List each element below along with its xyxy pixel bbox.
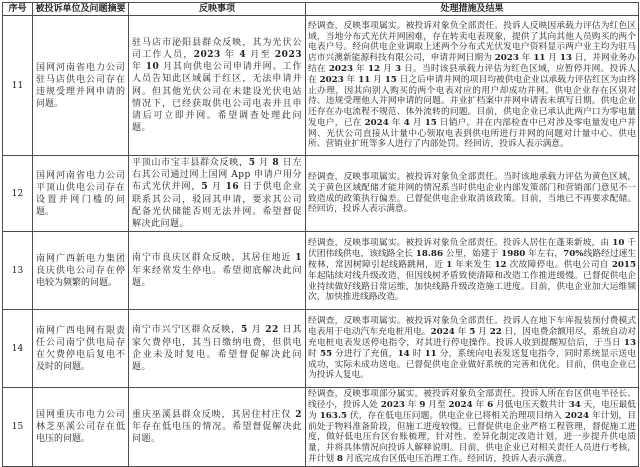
cell-complained-unit: 国网河南省电力公司驻马店供电公司存在违规受理并网申请的问题。 (33, 16, 129, 156)
cell-complained-unit: 国网河南省电力公司平顶山供电公司存在设置并网门槛的问题。 (33, 156, 129, 232)
cell-serial-number: 11 (3, 16, 33, 156)
cell-complained-unit: 南网广西新电力集团良庆供电公司存在停电较为频繁的问题。 (33, 232, 129, 310)
cell-serial-number: 13 (3, 232, 33, 310)
col-header-unit: 被投诉单位及问题摘要 (33, 3, 129, 16)
cell-reported-matter: 重庆巫溪县群众反映，其居住村庄仅 2 年存在低电压的情况。希望督促解决此问题。 (129, 388, 306, 467)
cell-complained-unit: 国网重庆市电力公司林芝巫溪公司存在低电压的问题。 (33, 388, 129, 467)
cell-reported-matter: 南宁市良庆区群众反映，其居住地近 1 年来经常发生停电。希望彻底解决此问题。 (129, 232, 306, 310)
header-row (3, 3, 639, 16)
cell-serial-number: 12 (3, 156, 33, 232)
cell-handling-result: 经调查，反映事项属实。被投诉对象负全部责任。当时该地承载力评估为黄色区域，关于黄色区域配储才能并网的情况系当时供电企业内部发策部门和营销部门意见不一致造成的政策执行偏差。已督促供电企业取消该政策。目前，当地已不再要求配储。经回访，投诉人表示满意。 (306, 156, 639, 232)
table-row (3, 156, 639, 232)
table-row (3, 310, 639, 388)
cell-handling-result: 经调查，反映事项部分属实。被投诉对象负全部责任。投诉人所在台区供电半径长、线径小，投诉人处 2023 年 9 月至 2024 年 6 月低电压天数共计 34 天，电压最低为 163.5 伏，存在低电压问题。供电企业已将相关治理项目纳入 2024 年计划，目前处于物料准备阶段，但施工进度较慢。已督促供电企业严格工程管理，督促施工进度，做好低电压台区台账梳理，针对性、差异化制定改造计划，进一步提升供电质量，并将具体情况向投诉人解释说明。目前，供电企业已对相关责任人员进行考核，并计划 8 月底完成台区低电压治理工作。经回访，投诉人表示满意。 (306, 388, 639, 467)
cell-handling-result: 经调查，反映事项属实。被投诉对象负全部责任。投诉人在地下车库报装预付费模式电表用于电动汽车充电桩用电。2024 年 5 月 22 日，因电费余额用尽，系统自动对充电桩电表发送停电指令，对其进行停电操作。投诉人收到提醒短信后，于当日 13 时 55 分进行了充值，14 时 11 分，系统向电表发送复电指令，同时系统显示送电成功，实际未成功送电。已督促供电企业做好系统的完善和优化。目前，供电企业已为投诉人复电。 (306, 310, 639, 388)
cell-complained-unit: 南网广西电网有限责任公司南宁供电局存在欠费停电后复电不及时的问题。 (33, 310, 129, 388)
cell-reported-matter: 驻马店市泌阳县群众反映，其为光伏公司工作人员，2023 年 4 月至 2023 年 10 月其向供电公司申请并网。工作人员告知此区域属于红区，无法申请并网。但其他光伏公司在未建设光伏电站情况下，已经获取供电公司电表并且申请后可立即并网。希望调查处理此问题。 (129, 16, 306, 156)
col-header-serial: 序号 (3, 3, 33, 16)
cell-reported-matter: 南宁市兴宁区群众反映，5 月 22 日其家欠费停电，其当日缴纳电费，但供电企业未及时复电。希望督促解决此问题。 (129, 310, 306, 388)
cell-handling-result: 经调查，反映事项属实。被投诉对象负全部责任。投诉人居住在蓬莱新坡，由 10 千伏团伟线供电，该线路全长 18.86 公里，始建于 1980 年左右，70%线路经过速生桉林，常因树障引起线路跳闸，近 1 年来发生 12 次故障停电。供电公司自 2015 年起陆续对线升级改造，但因线树矛盾致使清障和改造工作推进缓慢。已督促供电企业持续做好线路日常运维，加快线路升级改造施工进度。目前，供电企业加大运维频次，加快推进线路改造。 (306, 232, 639, 310)
cell-serial-number: 15 (3, 388, 33, 467)
table-row (3, 16, 639, 156)
cell-serial-number: 14 (3, 310, 33, 388)
complaint-table (2, 2, 639, 467)
col-header-issue: 反映事项 (129, 3, 306, 16)
table-row (3, 388, 639, 467)
table-row (3, 232, 639, 310)
cell-handling-result: 经调查，反映事项属实。被投诉对象负全部责任。投诉人反映因承载力评估为红色区域，当地分布式光伏并网困难，存在转卖电表现象，提供了其向其他人员购买的两个电表户号。经向供电企业调取上述两个分布式光伏发电户资料显示两户业主均为驻马店市兴澳新能源科技有限公司，申请并网日期为 2023 年 11 月 13 日，并网业务办结在 2023 年 12 月 3 日。当时该县承载力评估为红色区域，应暂停并网。投诉人在 2023 年 11 月 15 日之后申请并网的项目均被供电企业以承载力评估红区为由终止办理，因其向别人购买的两个电表对应的用户却成功并网。供电企业存在区别对待、违规受理他人并网申请的问题。并业扩档案中并网申请表未填写日期。供电企业还存在办电流程不规范、体外流转的问题。目前，供电企业已承认此两户口为零电量发电户，已在 2024 年 4 月 15 日销户。并在内部检查中已对涉及零电量发电户并网、光伏公司直接从计量中心领取电表到供电所进行并网的问题对计量中心、供电所、营销业扩班等多人进行了内部处罚。经回访，投诉人表示满意。 (306, 16, 639, 156)
col-header-result: 处理措施及结果 (306, 3, 639, 16)
cell-reported-matter: 平顶山市宝丰县群众反映，5 月 8 日左右其公司通过网上国网 App 申请户用分布式光伏并网，5 月 16 日于供电企业联系其公司，驳回其申请，要求其公司配备光伏储能否则无法并网。希望督促解决此问题。 (129, 156, 306, 232)
